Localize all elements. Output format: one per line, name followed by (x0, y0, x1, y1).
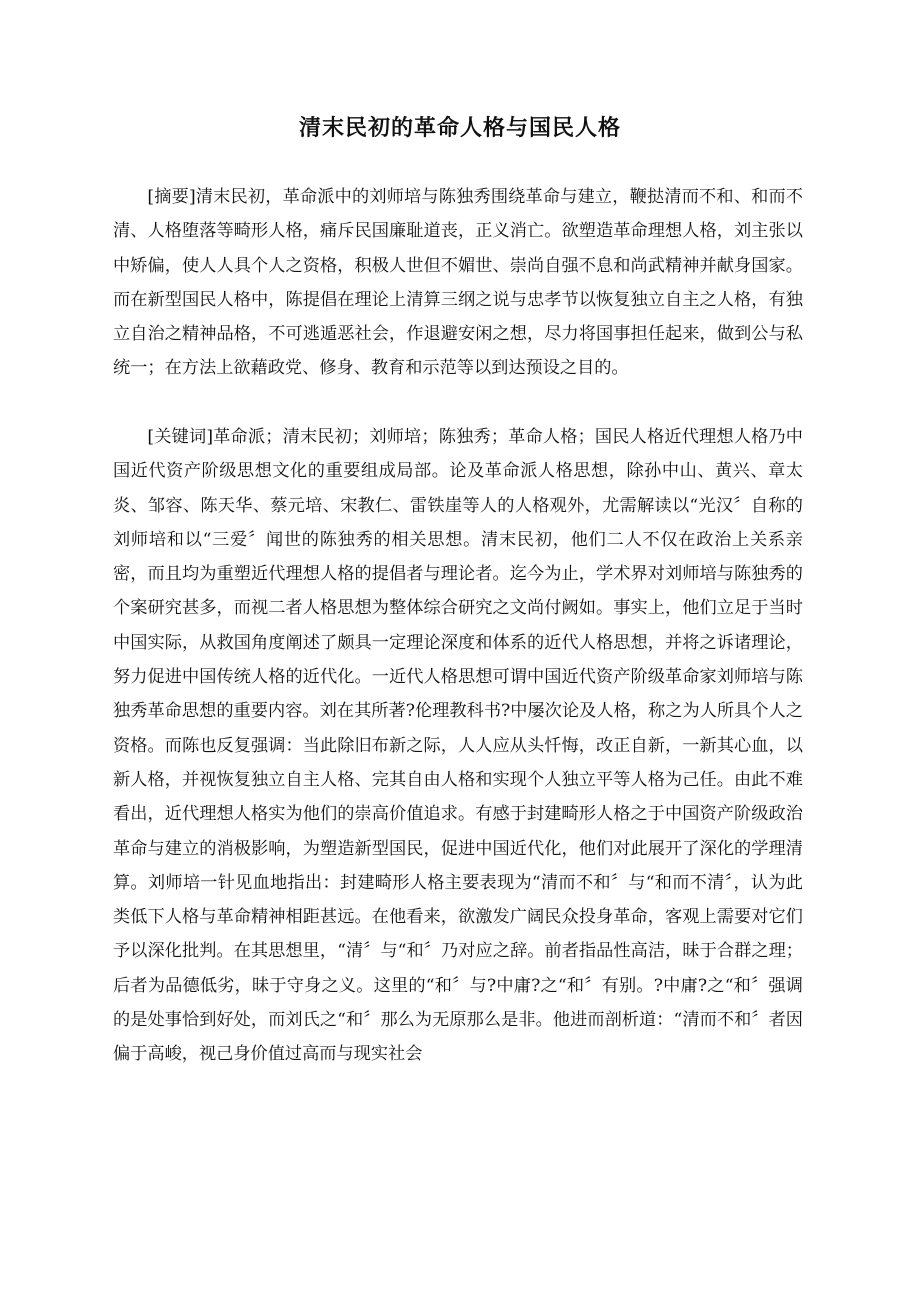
document-title: 清末民初的革命人格与国民人格 (298, 116, 621, 141)
abstract-paragraph: [摘要]清末民初，革命派中的刘师培与陈独秀围绕革命与建立，鞭挞清而不和、和而不清、人格堕落等畸形人格，痛斥民国廉耻道丧，正义消亡。欲塑造革命理想人格，刘主张以中矫偏，使人人具个人之资格，积极人世但不媚世、崇尚自强不息和尚武精神并献身国家。而在新型国民人格中，陈提倡在理论上清算三纲之说与忠孝节以恢复独立自主之人格，有独立自治之精神品格，不可逃遁恶社会，作退避安闲之想，尽力将国事担任起来，做到公与私统一；在方法上欲藉政党、修身、教育和示范等以到达预设之目的。 (113, 187, 803, 379)
keywords-paragraph: [关键词]革命派；清末民初；刘师培；陈独秀；革命人格；国民人格近代理想人格乃中国近代资产阶级思想文化的重要组成局部。论及革命派人格思想，除孙中山、黄兴、章太炎、邹容、陈天华、蔡元培、宋教仁、雷铁崖等人的人格观外，尤需解读以“光汉〞自称的刘师培和以“三爱〞闻世的陈独秀的相关思想。清末民初，他们二人不仅在政治上关系亲密，而且均为重塑近代理想人格的提倡者与理论者。迄今为止，学术界对刘师培与陈独秀的个案研究甚多，而视二者人格思想为整体综合研究之文尚付阙如。事实上，他们立足于当时中国实际，从救国角度阐述了颇具一定理论深度和体系的近代人格思想，并将之诉诸理论，努力促进中国传统人格的近代化。一近代人格思想可谓中国近代资产阶级革命家刘师培与陈独秀革命思想的重要内容。刘在其所著?伦理教科书?中屡次论及人格，称之为人所具个人之资格。而陈也反复强调：当此除旧布新之际，人人应从头忏悔，改正自新，一新其心血，以新人格，并视恢复独立自主人格、完其自由人格和实现个人独立平等人格为己任。由此不难看出，近代理想人格实为他们的崇高价值追求。有感于封建畸形人格之于中国资产阶级政治革命与建立的消极影响，为塑造新型国民，促进中国近代化，他们对此展开了深化的学理清算。刘师培一针见血地指出：封建畸形人格主要表现为“清而不和〞与“和而不清〞，认为此类低下人格与革命精神相距甚远。在他看来，欲激发广阔民众投身革命，客观上需要对它们予以深化批判。在其思想里，“清〞与“和〞乃对应之辞。前者指品性高洁，昧于合群之理；后者为品德低劣，昧于守身之义。这里的“和〞与?中庸?之“和〞有别。?中庸?之“和〞强调的是处事恰到好处，而刘氏之“和〞那么为无原那么是非。他进而剖析道：“清而不和〞者因偏于高峻，视己身价值过高而与现实社会 (113, 427, 803, 1065)
